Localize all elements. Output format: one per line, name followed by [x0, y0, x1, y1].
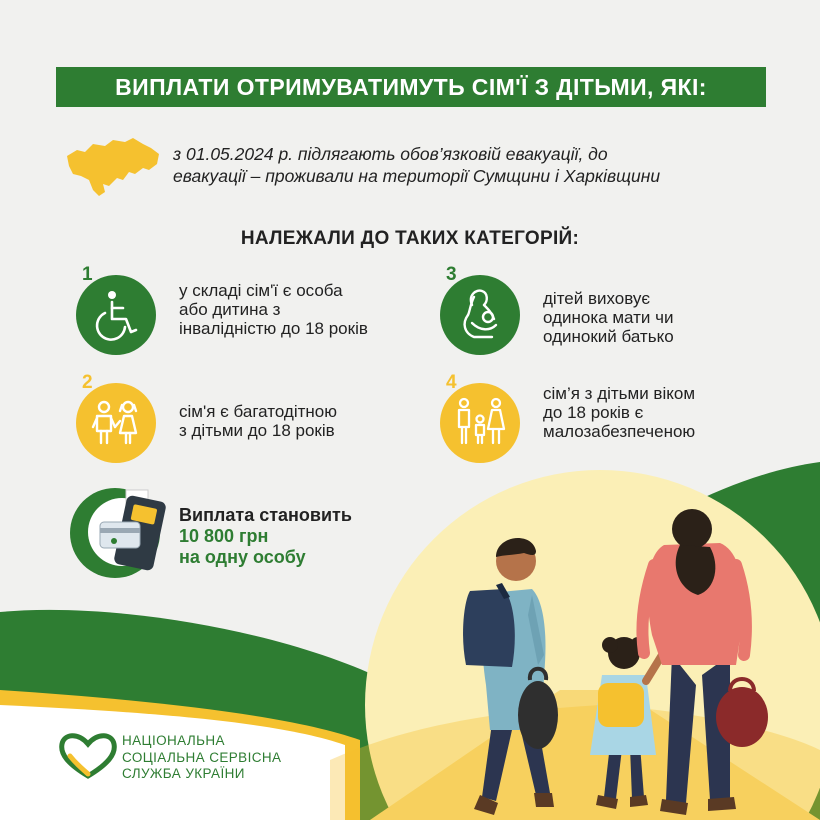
wheelchair-icon: [76, 275, 156, 355]
intro-text: [173, 143, 660, 187]
category-number: 2: [82, 372, 93, 393]
category-line: сім'я є багатодітною: [179, 402, 337, 421]
logo-line-2: СОЦІАЛЬНА СЕРВІСНА: [122, 749, 282, 765]
categories-heading: НАЛЕЖАЛИ ДО ТАКИХ КАТЕГОРІЙ:: [240, 228, 580, 249]
category-number: 3: [446, 264, 457, 285]
category-line: малозабезпеченою: [543, 422, 696, 441]
category-line: до 18 років є: [543, 403, 644, 422]
category-line: інвалідністю до 18 років: [179, 319, 368, 338]
category-number: 1: [82, 264, 93, 285]
payment-label: Виплата становить: [179, 505, 352, 525]
payment-terminal-icon: [70, 478, 180, 588]
family-walking-illustration: [440, 505, 800, 820]
intro-line-2: евакуації – проживали на території Сумщини і Харківщини: [173, 166, 661, 186]
category-text: [179, 402, 337, 440]
category-line: сім’я з дітьми віком: [543, 384, 696, 403]
category-line: одинокий батько: [543, 327, 674, 346]
category-line: з дітьми до 18 років: [179, 421, 335, 440]
payment-per: на одну особу: [179, 547, 306, 567]
logo-line-3: СЛУЖБА УКРАЇНИ: [122, 766, 245, 781]
heart-logo-icon: [58, 730, 118, 780]
children-icon: [76, 383, 156, 463]
family-icon: [440, 383, 520, 463]
intro-line-1: з 01.05.2024 р. підлягають обов’язковій евакуації, до: [173, 144, 608, 164]
page-title: ВИПЛАТИ ОТРИМУВАТИМУТЬ СІМ'Ї З ДІТЬМИ, ЯКІ:: [56, 67, 766, 107]
organization-name: [122, 733, 281, 783]
payment-amount: 10 800 грн: [179, 526, 269, 546]
category-line: одинока мати чи: [543, 308, 674, 327]
category-text: [543, 289, 674, 346]
payment-text: [179, 505, 352, 568]
category-text: [179, 281, 368, 338]
category-text: [543, 384, 695, 441]
category-line: дітей виховує: [543, 289, 651, 308]
mother-with-child-icon: [440, 275, 520, 355]
category-line: або дитина з: [179, 300, 281, 319]
ukraine-map-icon: [63, 134, 163, 198]
category-number: 4: [446, 372, 457, 393]
category-line: у складі сім'ї є особа: [179, 281, 343, 300]
logo-line-1: НАЦІОНАЛЬНА: [122, 733, 225, 748]
